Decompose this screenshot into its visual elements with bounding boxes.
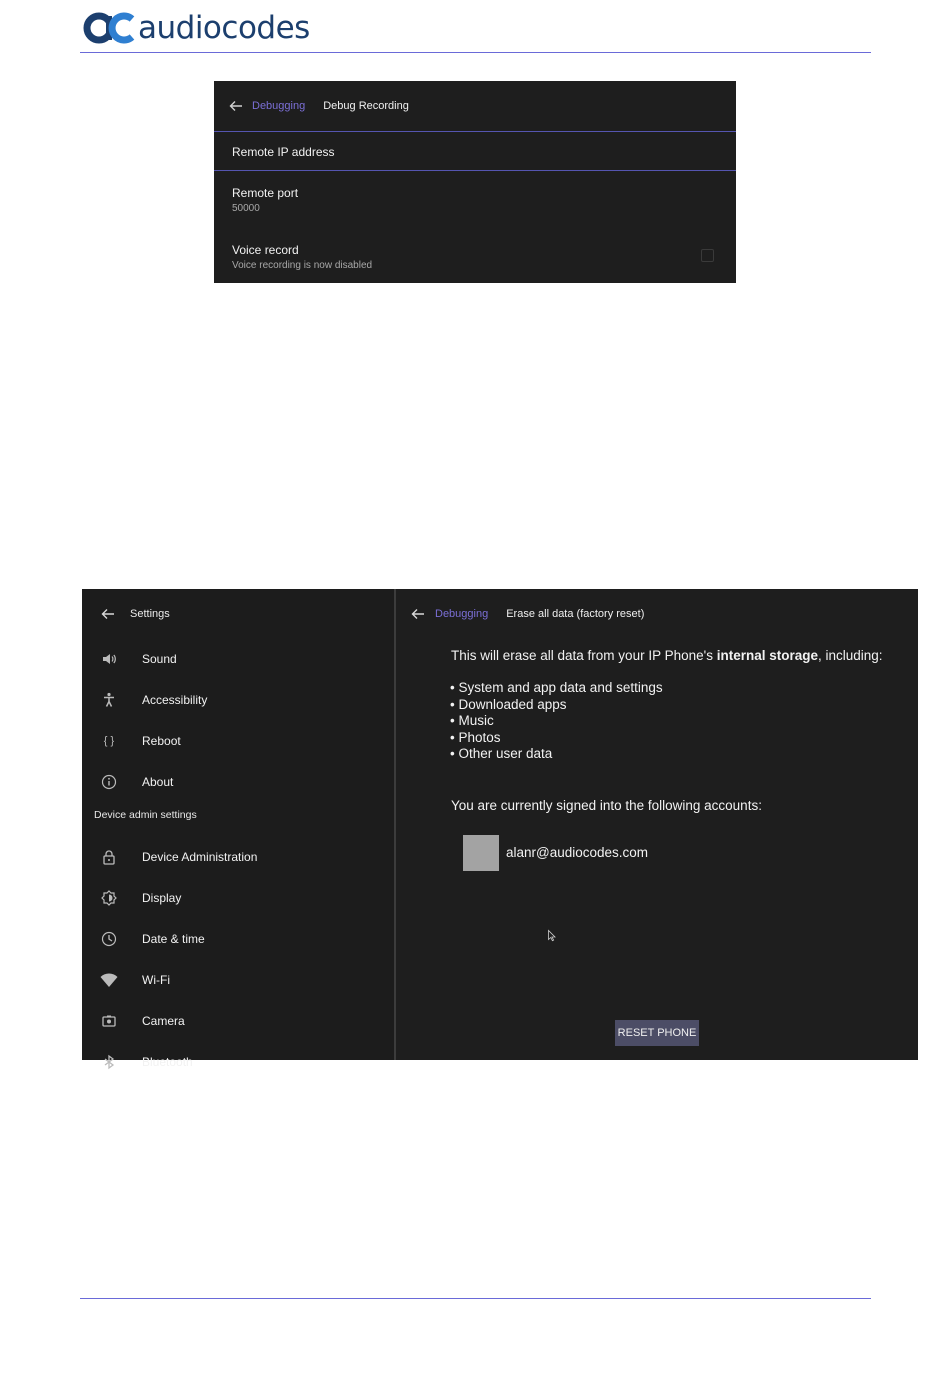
sidebar-item-label: Date & time xyxy=(142,932,205,946)
sidebar-item-reboot[interactable] xyxy=(82,724,394,758)
sidebar-item-label: Camera xyxy=(142,1014,185,1028)
remote-ip-address-title: Remote IP address xyxy=(232,145,335,159)
voice-record-title: Voice record xyxy=(232,243,299,257)
device-admin-section-label: Device admin settings xyxy=(94,809,197,821)
settings-header xyxy=(100,603,170,625)
list-item: • Music xyxy=(450,713,494,729)
voice-record-item[interactable] xyxy=(214,236,736,280)
erase-intro-text: This will erase all data from your IP Phone's internal storage, including: xyxy=(451,648,883,663)
brightness-icon xyxy=(100,889,118,907)
factory-reset-header xyxy=(410,603,644,625)
wifi-icon xyxy=(100,971,118,989)
list-item: • Other user data xyxy=(450,746,553,762)
sidebar-item-label: Accessibility xyxy=(142,693,208,707)
sidebar-item-device-administration[interactable] xyxy=(82,840,394,874)
accounts-heading: You are currently signed into the following accounts: xyxy=(451,798,762,813)
lock-icon xyxy=(100,848,118,866)
list-item: • System and app data and settings xyxy=(450,680,663,695)
audiocodes-logo xyxy=(84,8,310,48)
footer-rule xyxy=(80,1298,871,1299)
sidebar-item-bluetooth[interactable] xyxy=(82,1045,394,1079)
remote-ip-address-item[interactable] xyxy=(214,131,736,171)
speaker-icon xyxy=(100,650,118,668)
sidebar-item-label: Reboot xyxy=(142,734,181,748)
list-item: • Photos xyxy=(450,729,501,745)
sidebar-item-label: About xyxy=(142,775,174,789)
settings-sidebar xyxy=(82,589,394,1069)
sidebar-item-camera[interactable] xyxy=(82,1004,394,1038)
audiocodes-logo-text: audiocodes xyxy=(138,10,310,46)
factory-reset-screen xyxy=(82,589,918,1069)
sidebar-item-label: Sound xyxy=(142,652,177,666)
header-rule xyxy=(80,52,871,53)
back-arrow-icon[interactable] xyxy=(100,606,116,622)
sidebar-item-label: Device Administration xyxy=(142,850,258,864)
camera-icon xyxy=(100,1012,118,1030)
avatar xyxy=(463,835,499,871)
sidebar-item-label: Wi-Fi xyxy=(142,973,170,987)
mouse-cursor-icon xyxy=(548,930,556,941)
sidebar-item-about[interactable] xyxy=(82,765,394,799)
sidebar-item-accessibility[interactable] xyxy=(82,683,394,717)
remote-port-item[interactable] xyxy=(214,179,736,221)
debug-recording-header xyxy=(214,81,736,130)
sidebar-item-date-time[interactable] xyxy=(82,922,394,956)
sidebar-item-wifi[interactable] xyxy=(82,963,394,997)
sidebar-item-display[interactable] xyxy=(82,881,394,915)
sidebar-item-label: Bluetooth xyxy=(142,1055,193,1069)
breadcrumb-current: Erase all data (factory reset) xyxy=(506,608,645,620)
accessibility-icon xyxy=(100,691,118,709)
clock-icon xyxy=(100,930,118,948)
reset-phone-button[interactable]: RESET PHONE xyxy=(615,1020,699,1046)
settings-title: Settings xyxy=(130,608,170,620)
debug-recording-screen xyxy=(214,81,736,283)
account-email: alanr@audiocodes.com xyxy=(506,845,649,860)
erase-bullet-list xyxy=(450,680,663,763)
info-icon xyxy=(100,773,118,791)
back-arrow-icon[interactable] xyxy=(228,98,244,114)
voice-record-checkbox[interactable] xyxy=(701,249,714,262)
breadcrumb-debugging[interactable]: Debugging xyxy=(252,99,306,112)
breadcrumb-debugging[interactable]: Debugging xyxy=(435,608,489,620)
list-item: • Downloaded apps xyxy=(450,696,567,712)
audiocodes-logo-mark-icon xyxy=(84,10,136,46)
bluetooth-icon xyxy=(100,1053,118,1071)
remote-port-value: 50000 xyxy=(232,203,260,214)
braces-icon: { } xyxy=(103,735,115,747)
back-arrow-icon[interactable] xyxy=(410,606,426,622)
voice-record-status: Voice recording is now disabled xyxy=(232,260,373,271)
breadcrumb-current: Debug Recording xyxy=(323,99,409,112)
factory-reset-content xyxy=(396,589,918,1060)
sidebar-item-sound[interactable] xyxy=(82,642,394,676)
sidebar-item-label: Display xyxy=(142,891,182,905)
internal-storage-emphasis: internal storage xyxy=(716,648,818,663)
remote-port-title: Remote port xyxy=(232,186,299,200)
